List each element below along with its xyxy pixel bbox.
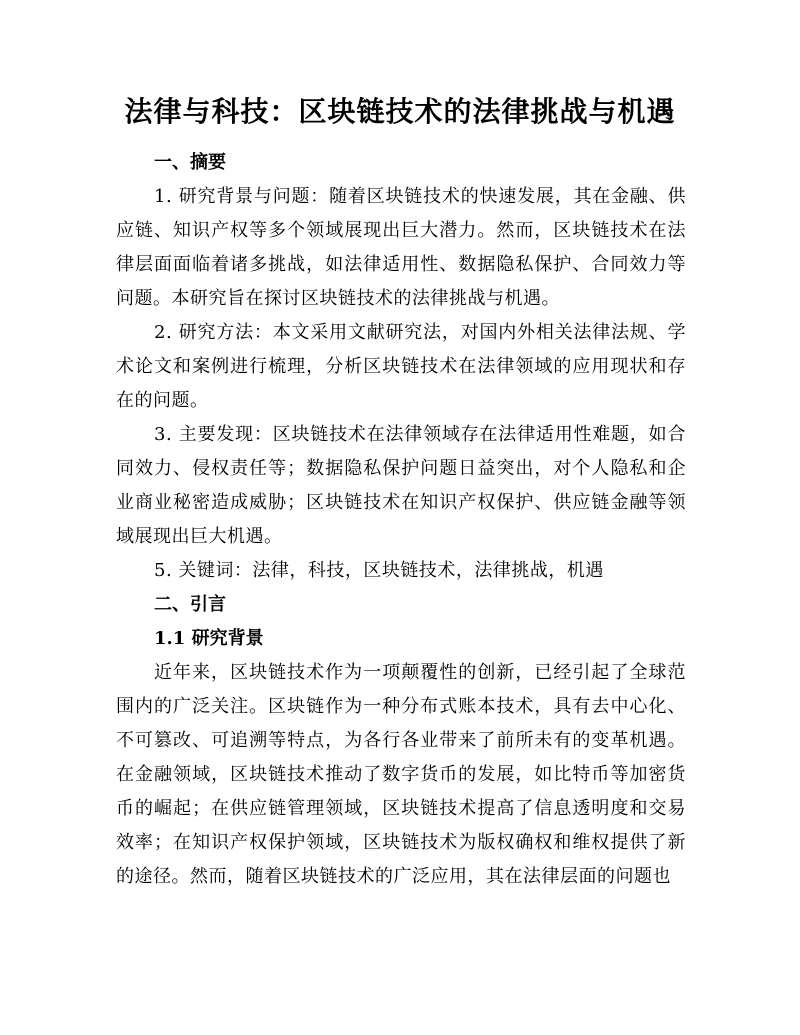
abstract-item-findings: 3. 主要发现：区块链技术在法律领域存在法律适用性难题，如合同效力、侵权责任等；数据隐私保护问题日益突出，对个人隐私和企业商业秘密造成威胁；区块链技术在知识产权保护、供应链金融等领域展现出巨大机遇。: [116, 424, 686, 547]
subsection-heading-background: 1.1 研究背景: [154, 628, 264, 649]
document-title: 法律与科技：区块链技术的法律挑战与机遇: [124, 95, 676, 128]
section-heading-abstract: 一、摘要: [154, 152, 226, 173]
abstract-item-keywords: 5. 关键词：法律，科技，区块链技术，法律挑战，机遇: [154, 560, 604, 581]
abstract-item-background: 1. 研究背景与问题：随着区块链技术的快速发展，其在金融、供应链、知识产权等多个领域展现出巨大潜力。然而，区块链技术在法律层面面临着诸多挑战，如法律适用性、数据隐私保护、合同效力等问题。本研究旨在探讨区块链技术的法律挑战与机遇。: [116, 186, 686, 309]
section-heading-introduction: 二、引言: [154, 594, 226, 615]
introduction-paragraph: 近年来，区块链技术作为一项颠覆性的创新，已经引起了全球范围内的广泛关注。区块链作为一种分布式账本技术，具有去中心化、不可篡改、可追溯等特点，为各行各业带来了前所未有的变革机遇。在金融领域，区块链技术推动了数字货币的发展，如比特币等加密货币的崛起；在供应链管理领域，区块链技术提高了信息透明度和交易效率；在知识产权保护领域，区块链技术为版权确权和维权提供了新的途径。然而，随着区块链技术的广泛应用，其在法律层面的问题也: [116, 662, 686, 887]
document-body: [116, 146, 686, 894]
abstract-item-method: 2. 研究方法：本文采用文献研究法，对国内外相关法律法规、学术论文和案例进行梳理，分析区块链技术在法律领域的应用现状和存在的问题。: [116, 322, 686, 411]
